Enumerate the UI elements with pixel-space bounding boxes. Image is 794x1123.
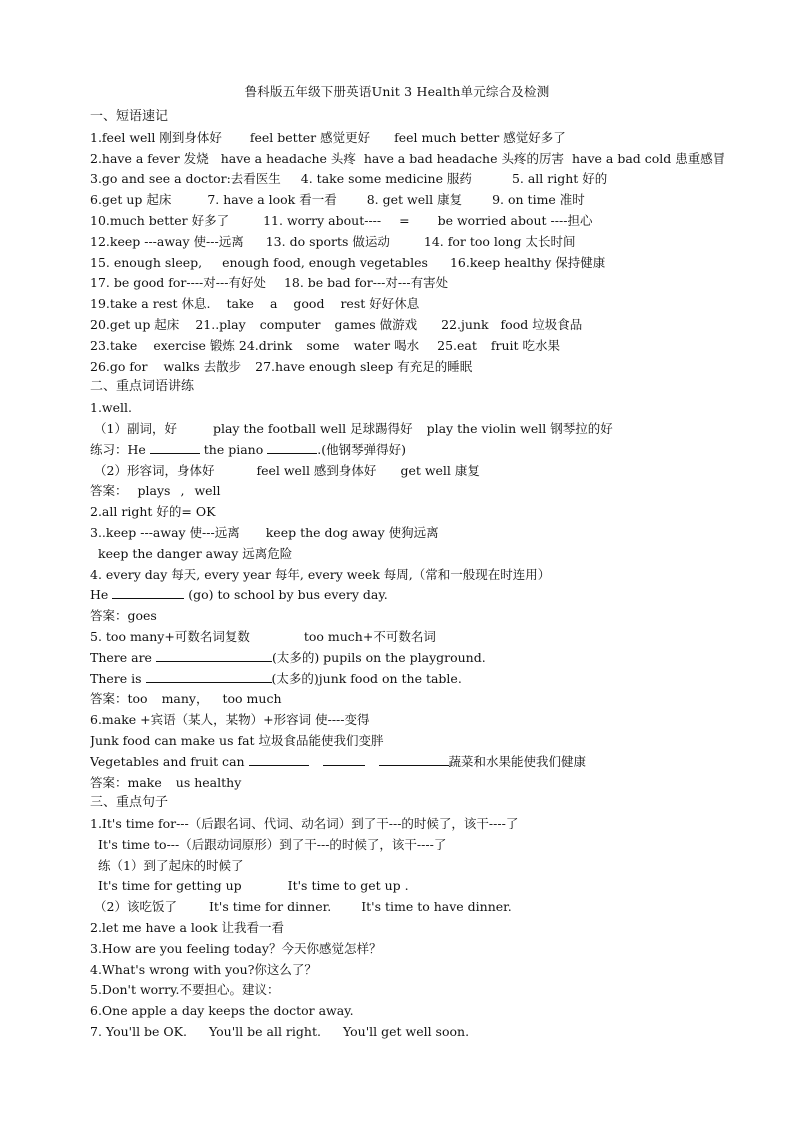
answer-line	[90, 773, 780, 794]
phrase: have a bad headache 头疼的厉害	[363, 150, 564, 166]
text-span: 蔬菜和水果能使我们健康	[448, 753, 587, 769]
phrase: games 做游戏	[334, 316, 418, 332]
text-line: 练（1）到了起床的时候了	[98, 857, 244, 873]
phrase: some	[306, 337, 340, 353]
answer-line	[90, 481, 780, 502]
phrase: 22.junk	[441, 316, 489, 332]
answer-blank[interactable]	[112, 585, 184, 599]
text-span: It's time for getting up	[98, 878, 242, 894]
text-line	[90, 897, 780, 918]
text-span: play the violin well 钢琴拉的好	[426, 420, 613, 436]
text-line: It's time to---（后跟动词原形）到了干---的时候了，该干----了	[98, 836, 447, 852]
text-span: （2）该吃饭了	[94, 899, 177, 915]
phrase: exercise 锻炼 24.drink	[153, 337, 293, 353]
text-span: （1）副词，好	[94, 420, 177, 436]
phrase: 1.feel well 刚到身体好	[90, 129, 222, 145]
text-span: It's time to have dinner.	[361, 899, 512, 915]
text-line	[90, 876, 780, 897]
phrase: 3.go and see a doctor:去看医生	[90, 171, 281, 187]
answer-blank[interactable]	[156, 648, 272, 662]
text-span: play the football well 足球踢得好	[212, 420, 413, 436]
phrase: fruit 吃水果	[490, 337, 561, 353]
answer-blank[interactable]	[249, 752, 309, 766]
text-span: 练习：He	[90, 441, 146, 457]
text-line	[90, 627, 780, 648]
exercise-line	[90, 585, 780, 606]
phrase: 16.keep healthy 保持健康	[449, 254, 606, 270]
text-span: (go) to school by bus every day.	[188, 587, 388, 603]
exercise-line	[90, 440, 780, 461]
phrase: a	[269, 296, 278, 312]
exercise-line	[90, 752, 780, 773]
exercise-line	[90, 669, 780, 690]
phrase-line-1	[90, 128, 780, 149]
phrase: 26.go for	[90, 358, 148, 374]
phrase: 19.take a rest 休息.	[90, 296, 211, 312]
text-line	[90, 461, 780, 482]
text-span: the piano	[203, 441, 264, 457]
answer-line: 答案：goes	[90, 608, 157, 624]
phrase-line-6	[90, 232, 780, 253]
phrase: 14. for too long 太长时间	[423, 233, 576, 249]
answer-blank[interactable]	[146, 669, 272, 683]
text-span: 答案：too	[90, 691, 148, 707]
phrase: 20.get up 起床	[90, 316, 180, 332]
phrase: 27.have enough sleep 有充足的睡眠	[255, 358, 473, 374]
phrase: feel better 感觉更好	[249, 129, 371, 145]
text-span: .(他钢琴弹得好)	[317, 441, 406, 457]
phrase-line-9	[90, 294, 780, 315]
text-span: 答案：	[90, 483, 128, 499]
phrase: good	[293, 296, 325, 312]
text-line: 2.let me have a look 让我看一看	[90, 920, 285, 936]
phrase: have a bad cold 患重感冒	[571, 150, 726, 166]
phrase: food 垃圾食品	[500, 316, 583, 332]
text-span: (太多的)junk food on the table.	[271, 670, 462, 686]
text-line: 4.What's wrong with you?你这么了？	[90, 961, 317, 977]
text-line	[90, 419, 780, 440]
text-span: （2）形容词，身体好	[94, 462, 215, 478]
text-span: (太多的) pupils on the playground.	[271, 649, 486, 665]
text-span: feel well 感到身体好	[256, 462, 377, 478]
text-span: You'll be all right.	[208, 1024, 321, 1040]
text-span: us healthy	[175, 774, 242, 790]
text-span: ,	[180, 483, 185, 499]
text-span: get well 康复	[400, 462, 480, 478]
phrase: 18. be bad for---对---有害处	[283, 275, 449, 291]
answer-blank[interactable]	[323, 752, 365, 766]
text-line: 4. every day 每天, every year 每年, every week 每周,（常和一般现在时连用）	[90, 566, 551, 582]
phrase-line-2	[90, 149, 780, 170]
phrase-line-5	[90, 211, 780, 232]
text-line: keep the danger away 远离危险	[98, 545, 293, 561]
text-line	[90, 523, 780, 544]
text-span: keep the dog away 使狗远离	[265, 524, 439, 540]
text-span: too much	[222, 691, 282, 707]
text-span: 7. You'll be OK.	[90, 1024, 187, 1040]
section-heading-key-sentences: 三、重点句子	[90, 795, 169, 811]
text-span: many，	[161, 691, 209, 707]
phrase: 21..play	[195, 316, 246, 332]
phrase: computer	[259, 316, 321, 332]
text-line: 1.well.	[90, 400, 132, 416]
phrase-line-8	[90, 273, 780, 294]
phrase-line-10	[90, 315, 780, 336]
text-span: He	[90, 587, 109, 603]
text-line: 5.Don't worry.不要担心。建议：	[90, 982, 280, 998]
text-span: 5. too many+可数名词复数	[90, 628, 250, 644]
text-line	[90, 1022, 780, 1043]
text-line: 6.make +宾语（某人，某物）+形容词 使----变得	[90, 712, 370, 728]
text-line: Junk food can make us fat 垃圾食品能使我们变胖	[90, 732, 384, 748]
phrase: 15. enough sleep,	[90, 254, 203, 270]
phrase-line-11	[90, 336, 780, 357]
text-span: well	[194, 483, 221, 499]
text-line: 2.all right 好的= OK	[90, 504, 216, 520]
phrase: 11. worry about----	[263, 212, 382, 228]
text-span: It's time to get up .	[287, 878, 409, 894]
text-span: It's time for dinner.	[208, 899, 332, 915]
phrase: 12.keep ---away 使---远离	[90, 233, 244, 249]
document-body	[90, 107, 780, 1043]
phrase: have a headache 头疼	[220, 150, 356, 166]
phrase: 17. be good for----对---有好处	[90, 275, 266, 291]
phrase: feel much better 感觉好多了	[394, 129, 566, 145]
text-span: too much+不可数名词	[303, 628, 436, 644]
phrase: 10.much better 好多了	[90, 212, 230, 228]
phrase: 5. all right 好的	[511, 171, 608, 187]
phrase: 25.eat	[437, 337, 477, 353]
section-heading-key-words: 二、重点词语讲练	[90, 379, 195, 395]
answer-blank[interactable]	[150, 440, 200, 454]
phrase: walks 去散步	[163, 358, 242, 374]
section-heading-phrases: 一、短语速记	[90, 109, 169, 124]
phrase: 23.take	[90, 337, 138, 353]
phrase: enough food, enough vegetables	[222, 254, 428, 270]
text-span: There is	[90, 670, 142, 686]
answer-blank[interactable]	[267, 440, 317, 454]
phrase: =	[399, 212, 410, 228]
text-span: plays	[137, 483, 171, 499]
phrase: rest 好好休息	[340, 296, 420, 312]
text-span: 3..keep ---away 使---远离	[90, 524, 240, 540]
answer-line	[90, 689, 780, 710]
text-span: You'll get well soon.	[342, 1024, 470, 1040]
phrase: be worried about ----担心	[437, 212, 593, 228]
text-span: There are	[90, 649, 152, 665]
exercise-line	[90, 648, 780, 669]
answer-blank[interactable]	[379, 752, 449, 766]
phrase: water 喝水	[353, 337, 420, 353]
phrase: 2.have a fever 发烧	[90, 150, 209, 166]
phrase: 9. on time 准时	[492, 192, 585, 208]
phrase: 4. take some medicine 服药	[300, 171, 472, 187]
phrase-line-12	[90, 357, 780, 378]
phrase-line-3	[90, 169, 780, 190]
phrase-line-4	[90, 190, 780, 211]
phrase-line-7	[90, 253, 780, 274]
text-span: 答案：make	[90, 774, 162, 790]
text-line: 3.How are you feeling today？今天你感觉怎样？	[90, 940, 382, 956]
phrase: 8. get well 康复	[366, 192, 463, 208]
text-line: 6.One apple a day keeps the doctor away.	[90, 1003, 354, 1019]
phrase: 6.get up 起床	[90, 192, 172, 208]
document-title: 鲁科版五年级下册英语Unit 3 Health单元综合及检测	[244, 84, 550, 99]
text-span: Vegetables and fruit can	[90, 753, 245, 769]
phrase: 13. do sports 做运动	[265, 233, 390, 249]
text-line: 1.It's time for---（后跟名词、代词、动名词）到了干---的时候了，该干----了	[90, 816, 519, 832]
phrase: 7. have a look 看一看	[207, 192, 337, 208]
phrase: take	[226, 296, 254, 312]
